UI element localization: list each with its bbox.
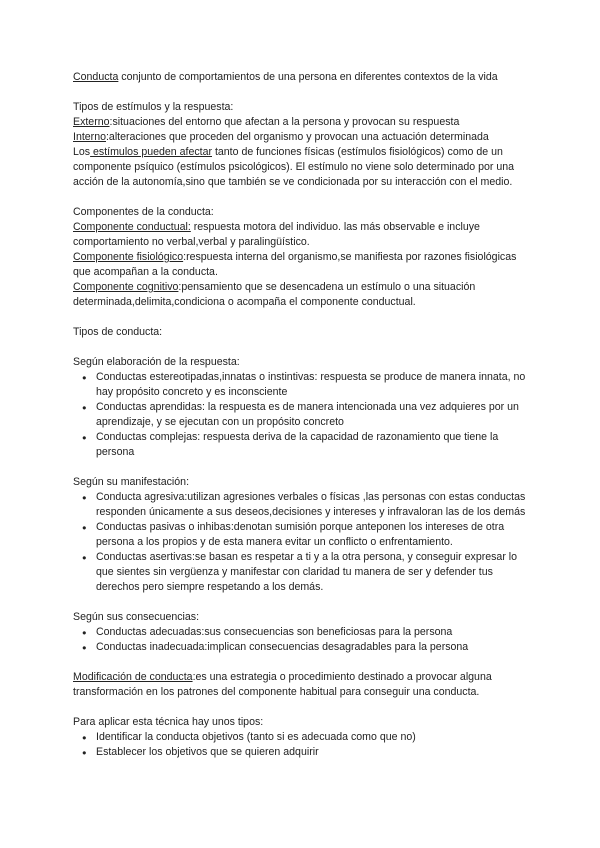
list-item: ● Conductas complejas: respuesta deriva de la capacidad de razonamiento que tiene la persona [73, 430, 533, 460]
list-item: ● Conductas estereotipadas,innatas o instintivas: respuesta se produce de manera innata, no hay propósito concreto y es inconsciente [73, 370, 533, 400]
componente-conductual: Componente conductual: respuesta motora del individuo. las más observable e incluye comportamiento no verbal,verbal y paralingüístico. [73, 221, 480, 248]
estimulos-heading: Tipos de estímulos y la respuesta: [73, 101, 234, 113]
externo-line: Externo:situaciones del entorno que afectan a la persona y provocan su respuesta [73, 116, 460, 128]
list-item: ● Conductas asertivas:se basan es respetar a ti y a la otra persona, y conseguir expresar lo que sientes sin vergüenza y manifestar con claridad tu manera de ser y defender tus derechos pero siempre respetando a los demás. [73, 550, 533, 595]
tipos-heading: Tipos de conducta: [73, 326, 163, 338]
document-page [73, 70, 533, 760]
consecuencias-list [73, 625, 533, 655]
term-conducta: Conducta [73, 71, 119, 83]
estimulos-paragraph: Los estímulos pueden afectar tanto de funciones físicas (estímulos fisiológicos) como de un componente psíquico (estímulos psicológicos). El estímulo no viene solo determinado por una acción de la autonomía,sino que también se ve condicionada por su interacción con el medio. [73, 146, 515, 188]
list-item: ● Establecer los objetivos que se quieren adquirir [73, 745, 533, 760]
list-item: ● Conducta agresiva:utilizan agresiones verbales o físicas ,las personas con estas conductas responden únicamente a sus deseos,decisiones y intereses y infravaloran las de los demás [73, 490, 533, 520]
list-item: ● Conductas adecuadas:sus consecuencias son beneficiosas para la persona [73, 625, 533, 640]
tecnica-list [73, 730, 533, 760]
manifestacion-heading: Según su manifestación: [73, 476, 190, 488]
list-item: ● Conductas aprendidas: la respuesta es de manera intencionada una vez adquieres por un aprendizaje, y se ejecutan con un propósito concreto [73, 400, 533, 430]
componente-fisiologico: Componente fisiológico:respuesta interna del organismo,se manifiesta por razones fisiológicas que acompañan a la conducta. [73, 251, 517, 278]
modificacion-paragraph: Modificación de conducta:es una estrategia o procedimiento destinado a provocar alguna transformación en los patrones del componente habitual para conseguir una conducta. [73, 671, 492, 698]
interno-line: Interno:alteraciones que proceden del organismo y provocan una actuación determinada [73, 131, 489, 143]
list-item: ● Identificar la conducta objetivos (tanto si es adecuada como que no) [73, 730, 533, 745]
componente-cognitivo: Componente cognitivo:pensamiento que se desencadena un estímulo o una situación determinada,delimita,condiciona o acompaña el componente conductual. [73, 281, 476, 308]
elaboracion-heading: Según elaboración de la respuesta: [73, 356, 240, 368]
consecuencias-heading: Según sus consecuencias: [73, 611, 200, 623]
intro-paragraph: Conducta conjunto de comportamientos de una persona en diferentes contextos de la vida [73, 71, 498, 83]
elaboracion-list [73, 370, 533, 460]
list-item: ● Conductas inadecuada:implican consecuencias desagradables para la persona [73, 640, 533, 655]
componentes-heading: Componentes de la conducta: [73, 206, 214, 218]
manifestacion-list [73, 490, 533, 595]
list-item: ● Conductas pasivas o inhibas:denotan sumisión porque anteponen los intereses de otra persona a los propios y de esta manera evitar un conflicto o enfrentamiento. [73, 520, 533, 550]
tecnica-heading: Para aplicar esta técnica hay unos tipos: [73, 716, 264, 728]
